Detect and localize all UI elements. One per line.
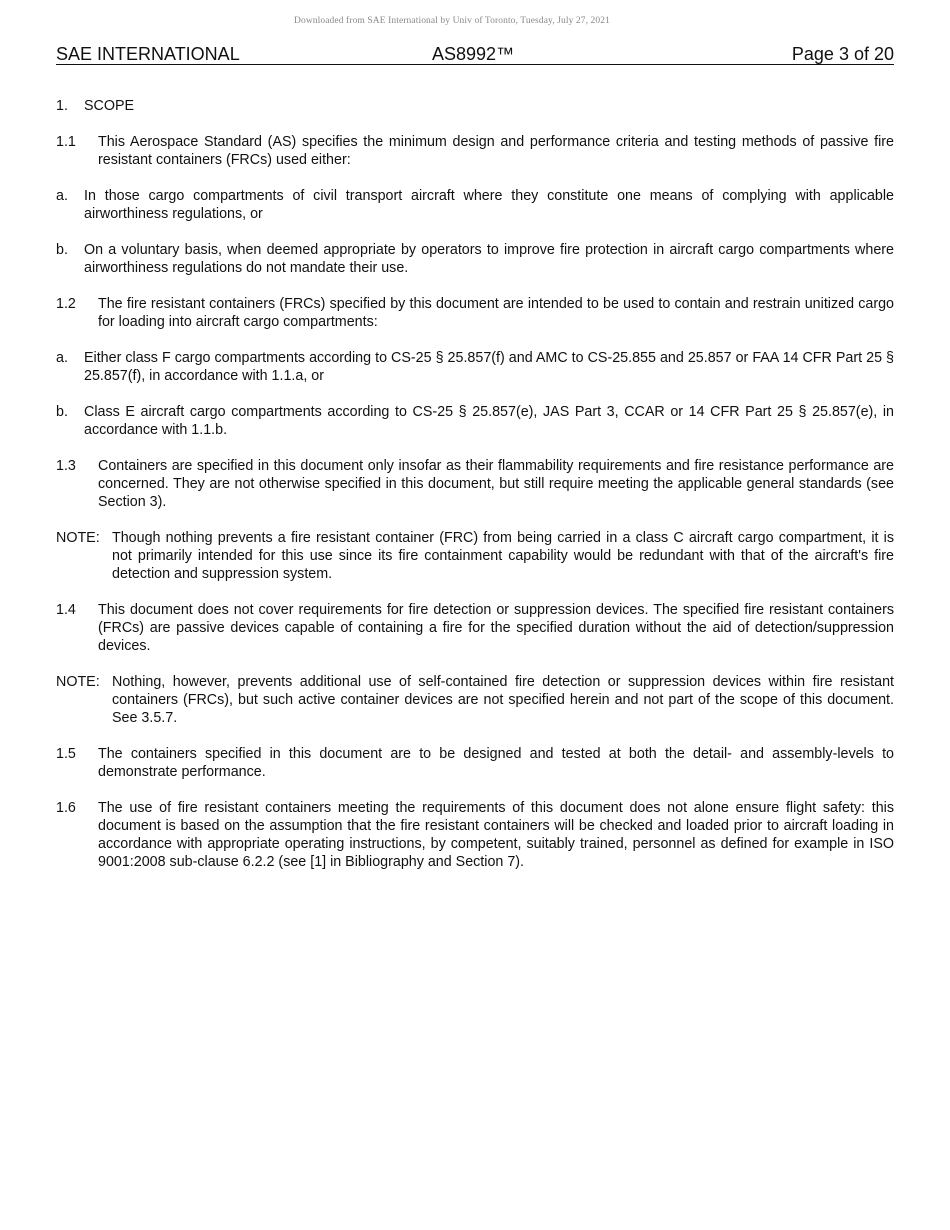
clause-1-4 (56, 601, 894, 655)
clause-number: 1.2 (56, 296, 76, 312)
clause-1-3 (56, 457, 894, 511)
section-title: SCOPE (84, 98, 135, 114)
clause-text: The fire resistant containers (FRCs) specified by this document are intended to be used to contain and restrain unitized cargo for loading into aircraft cargo compartments: (98, 296, 894, 330)
clause-number: 1.5 (56, 746, 76, 762)
list-item-1-1-b (56, 241, 894, 277)
list-item-marker: a. (56, 350, 68, 366)
note-text: Though nothing prevents a fire resistant container (FRC) from being carried in a class C aircraft cargo compartment, it is not primarily intended for this use since its fire containment capability would be redundant with that of the aircraft's fire detection and suppression system. (112, 530, 894, 582)
clause-text: This document does not cover requirements for fire detection or suppression devices. The specified fire resistant containers (FRCs) are passive devices capable of containing a fire for the specified duration without the aid of detection/suppression devices. (98, 602, 894, 654)
note-label: NOTE: (56, 674, 100, 690)
list-item-1-2-a (56, 349, 894, 385)
section-heading (56, 97, 894, 115)
list-item-marker: a. (56, 188, 68, 204)
clause-text: The use of fire resistant containers meeting the requirements of this document does not alone ensure flight safety: this document is based on the assumption that the fire resistant containers will be checked and loaded prior to aircraft loading in accordance with appropriate operating instructions, by competent, suitably trained, personnel as defined for example in ISO 9001:2008 sub-clause 6.2.2 (see [1] in Bibliography and Section 7). (98, 800, 894, 870)
clause-1-6 (56, 799, 894, 871)
download-watermark: Downloaded from SAE International by Univ of Toronto, Tuesday, July 27, 2021 (294, 16, 610, 26)
note-2 (56, 673, 894, 727)
header-organization: SAE INTERNATIONAL (56, 44, 240, 64)
note-1 (56, 529, 894, 583)
document-body (56, 97, 894, 889)
page-header (56, 44, 894, 65)
clause-1-5 (56, 745, 894, 781)
clause-text: Containers are specified in this document only insofar as their flammability requirements and fire resistance performance are concerned. They are not otherwise specified in this document, but still require meeting the applicable general standards (see Section 3). (98, 458, 894, 510)
note-label: NOTE: (56, 530, 100, 546)
clause-text: This Aerospace Standard (AS) specifies the minimum design and performance criteria and testing methods of passive fire resistant containers (FRCs) used either: (98, 134, 894, 168)
note-text: Nothing, however, prevents additional use of self-contained fire detection or suppression devices within fire resistant containers (FRCs), but such active container devices are not specified herein and not part of the scope of this document. See 3.5.7. (112, 674, 894, 726)
clause-1-1 (56, 133, 894, 169)
list-item-1-2-b (56, 403, 894, 439)
list-item-text: In those cargo compartments of civil transport aircraft where they constitute one means of complying with applicable airworthiness regulations, or (84, 188, 894, 222)
header-document-id: AS8992™ (432, 44, 515, 64)
header-page-number: Page 3 of 20 (791, 44, 894, 64)
clause-number: 1.4 (56, 602, 76, 618)
clause-text: The containers specified in this document are to be designed and tested at both the detail- and assembly-levels to demonstrate performance. (98, 746, 894, 780)
list-item-text: Either class F cargo compartments according to CS-25 § 25.857(f) and AMC to CS-25.855 and 25.857 or FAA 14 CFR Part 25 § 25.857(f), in accordance with 1.1.a, or (84, 350, 894, 384)
list-item-marker: b. (56, 242, 68, 258)
clause-number: 1.3 (56, 458, 76, 474)
section-number: 1. (56, 98, 68, 114)
clause-number: 1.6 (56, 800, 76, 816)
list-item-text: Class E aircraft cargo compartments according to CS-25 § 25.857(e), JAS Part 3, CCAR or 14 CFR Part 25 § 25.857(e), in accordance with 1.1.b. (84, 404, 894, 438)
list-item-text: On a voluntary basis, when deemed appropriate by operators to improve fire protection in aircraft cargo compartments where airworthiness regulations do not mandate their use. (84, 242, 894, 276)
clause-number: 1.1 (56, 134, 76, 150)
list-item-1-1-a (56, 187, 894, 223)
list-item-marker: b. (56, 404, 68, 420)
clause-1-2 (56, 295, 894, 331)
